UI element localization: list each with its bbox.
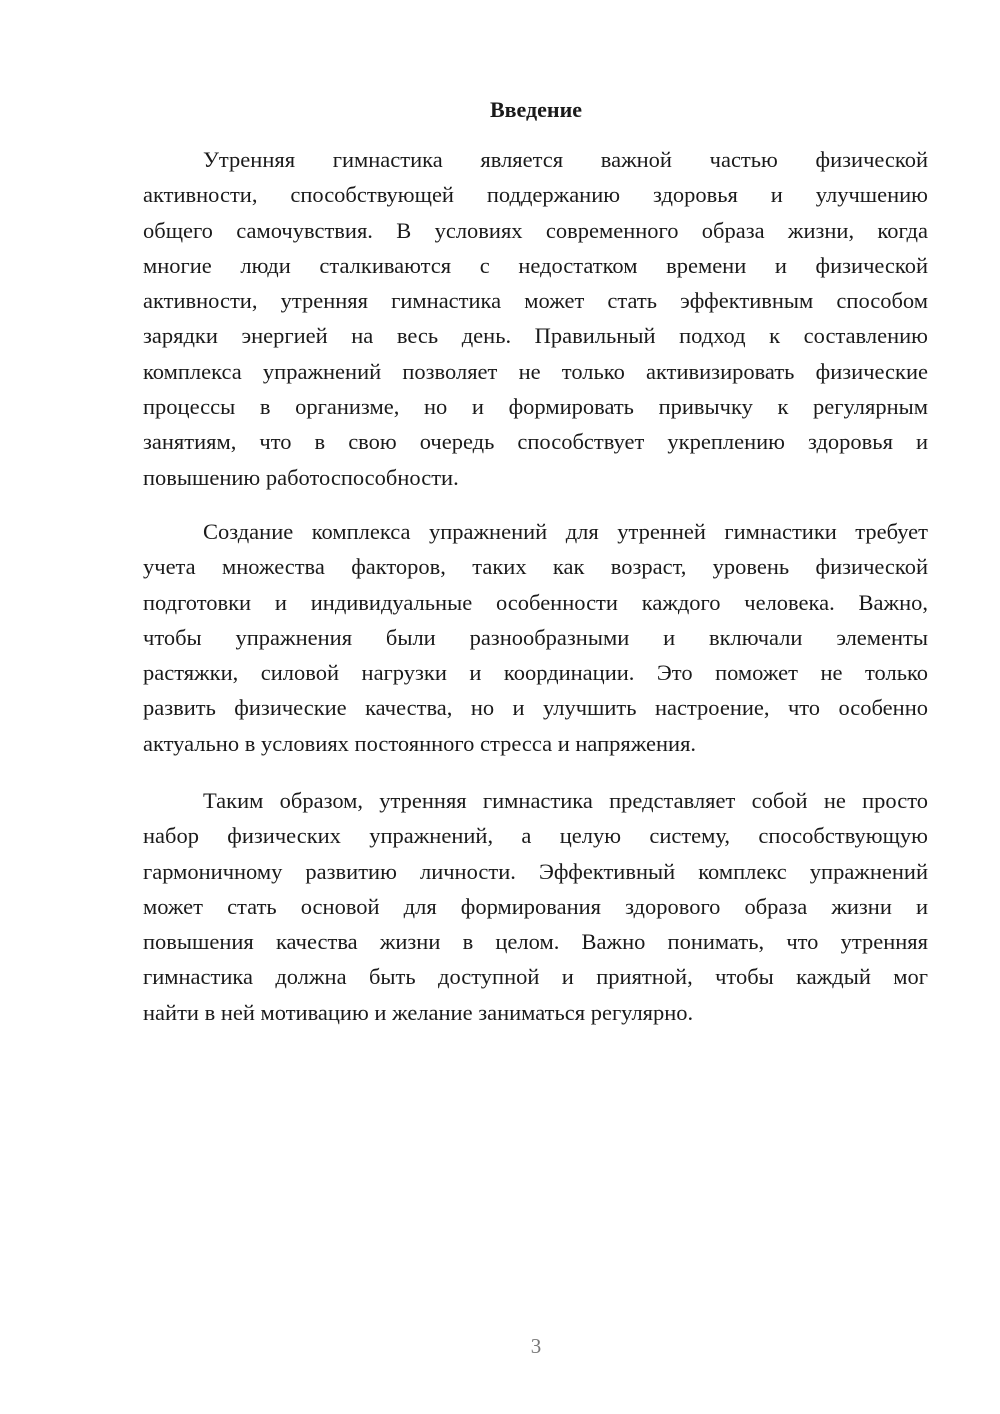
page-number: 3: [530, 1334, 542, 1358]
text-line: активности, способствующей поддержанию здоровья и улучшению: [143, 182, 928, 208]
text-line: многие люди сталкиваются с недостатком времени и физической: [143, 252, 928, 278]
paragraph-2: [143, 514, 928, 761]
text-line: найти в ней мотивацию и желание заниматься регулярно.: [143, 999, 694, 1025]
text-line: зарядки энергией на весь день. Правильный подход к составлению: [143, 323, 928, 349]
paragraph-1: [143, 142, 928, 495]
text-line: комплекса упражнений позволяет не только активизировать физические: [143, 358, 928, 384]
text-line: Таким образом, утренняя гимнастика представляет собой не просто: [203, 788, 928, 813]
text-line: повышению работоспособности.: [143, 464, 459, 490]
text-line: учета множества факторов, таких как возраст, уровень физической: [143, 554, 928, 580]
text-line: занятиям, что в свою очередь способствует укреплению здоровья и: [143, 429, 928, 455]
text-line: гимнастика должна быть доступной и приятной, чтобы каждый мог: [143, 964, 928, 990]
text-line: подготовки и индивидуальные особенности каждого человека. Важно,: [143, 589, 928, 615]
page-title: Введение: [489, 97, 583, 122]
text-line: актуально в условиях постоянного стресса и напряжения.: [143, 730, 697, 756]
text-line: активности, утренняя гимнастика может стать эффективным способом: [143, 288, 928, 314]
text-line: повышения качества жизни в целом. Важно понимать, что утренняя: [143, 929, 928, 955]
text-line: процессы в организме, но и формировать привычку к регулярным: [143, 394, 928, 420]
text-line: Создание комплекса упражнений для утренней гимнастики требует: [203, 519, 928, 544]
text-line: развить физические качества, но и улучшить настроение, что особенно: [143, 695, 928, 721]
text-line: общего самочувствия. В условиях современного образа жизни, когда: [143, 217, 928, 243]
text-line: растяжки, силовой нагрузки и координации. Это поможет не только: [143, 660, 928, 686]
text-line: набор физических упражнений, а целую систему, способствующую: [143, 823, 928, 849]
text-line: Утренняя гимнастика является важной частью физической: [203, 147, 928, 172]
text-line: может стать основой для формирования здорового образа жизни и: [143, 893, 928, 919]
paragraph-3: [143, 783, 928, 1030]
text-line: гармоничному развитию личности. Эффективный комплекс упражнений: [143, 858, 928, 884]
text-line: чтобы упражнения были разнообразными и включали элементы: [143, 624, 928, 650]
